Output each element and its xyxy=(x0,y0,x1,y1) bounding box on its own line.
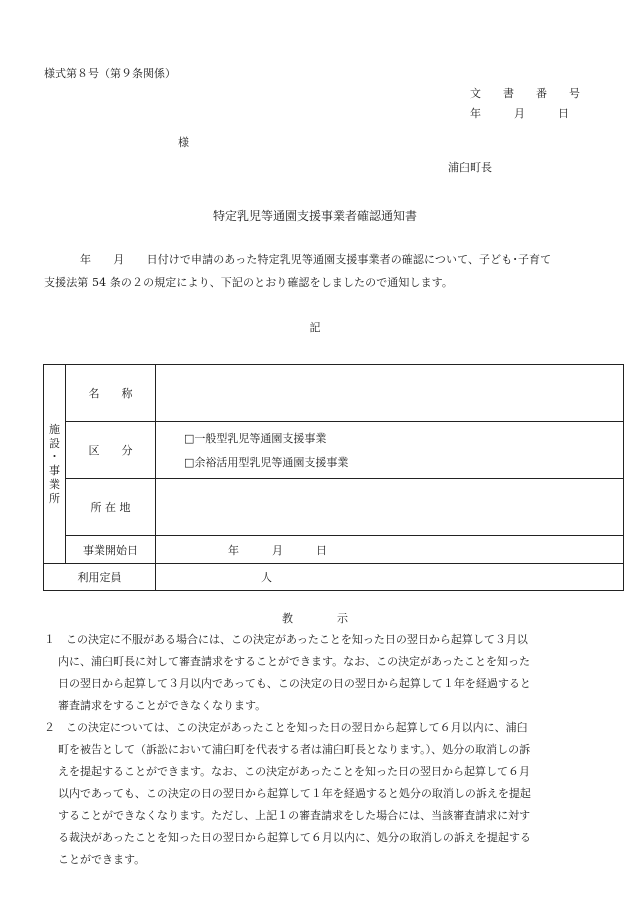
notice-item-2-line: 以内であっても、この決定の日の翌日から起算して１年を経過すると処分の取消しの訴えを提起 xyxy=(58,787,531,800)
table-row xyxy=(44,564,624,591)
issuer-name: 浦臼町長 xyxy=(448,161,492,174)
notice-item-2-line: この決定については、この決定があったことを知った日の翌日から起算して６月以内に、浦臼 xyxy=(66,721,528,734)
notice-item-1-line: 審査請求をすることができなくなります。 xyxy=(58,699,267,712)
facility-table xyxy=(43,364,624,591)
name-value-cell[interactable] xyxy=(156,365,624,422)
form-number: 様式第８号（第９条関係） xyxy=(44,67,176,80)
notice-item-1-number: １ xyxy=(44,633,55,646)
start-date-value[interactable]: 年 月 日 xyxy=(156,536,624,564)
notice-heading: 教 示 xyxy=(282,612,348,625)
capacity-value[interactable]: 人 xyxy=(156,564,624,591)
table-row xyxy=(44,365,624,422)
notice-item-2-line: ことができます。 xyxy=(58,853,146,866)
name-label: 名 称 xyxy=(66,365,156,422)
category-label: 区 分 xyxy=(66,422,156,479)
body-line-2: 支援法第 54 条の２の規定により、下記のとおり確認をしましたので通知します。 xyxy=(44,276,454,289)
document-number-label: 文 書 番 号 xyxy=(470,87,580,100)
start-date-label: 事業開始日 xyxy=(66,536,156,564)
category-option-surplus[interactable]: □余裕活用型乳児等通園支援事業 xyxy=(184,455,349,469)
notice-item-2-line: 町を被告として（訴訟において浦臼町を代表する者は浦臼町長となります。）、処分の取消しの訴 xyxy=(58,743,531,756)
ki-heading: 記 xyxy=(309,321,321,334)
notice-item-2-line: えを提起することができます。なお、この決定があったことを知った日の翌日から起算して６月 xyxy=(58,765,531,778)
notice-item-2-line: することができなくなります。ただし、上記１の審査請求をした場合には、当該審査請求に対す xyxy=(58,809,531,822)
notice-item-1-line: 内に、浦臼町長に対して審査請求をすることができます。なお、この決定があったことを知った xyxy=(58,655,531,668)
table-row xyxy=(44,479,624,536)
notice-item-2-number: ２ xyxy=(44,721,55,734)
address-label: 所 在 地 xyxy=(66,479,156,536)
category-options-cell xyxy=(156,422,624,479)
capacity-label: 利用定員 xyxy=(44,564,156,591)
body-line-1: 年 月 日付けで申請のあった特定乳児等通園支援事業者の確認について、子ども･子育て xyxy=(80,253,552,266)
category-option-general[interactable]: □一般型乳児等通園支援事業 xyxy=(184,431,327,445)
facility-group-label: 施 設 ・ 事 業 所 xyxy=(44,365,66,564)
addressee-suffix: 様 xyxy=(178,136,189,149)
document-title: 特定乳児等通園支援事業者確認通知書 xyxy=(212,209,417,223)
table-row xyxy=(44,422,624,479)
notice-item-1-line: この決定に不服がある場合には、この決定があったことを知った日の翌日から起算して３月以 xyxy=(66,633,528,646)
address-value-cell[interactable] xyxy=(156,479,624,536)
table-row xyxy=(44,536,624,564)
date-label: 年 月 日 xyxy=(470,107,569,120)
notice-item-2-line: る裁決があったことを知った日の翌日から起算して６月以内に、処分の取消しの訴えを提起する xyxy=(58,831,531,844)
notice-item-1-line: 日の翌日から起算して３月以内であっても、この決定の日の翌日から起算して１年を経過すると xyxy=(58,677,531,690)
